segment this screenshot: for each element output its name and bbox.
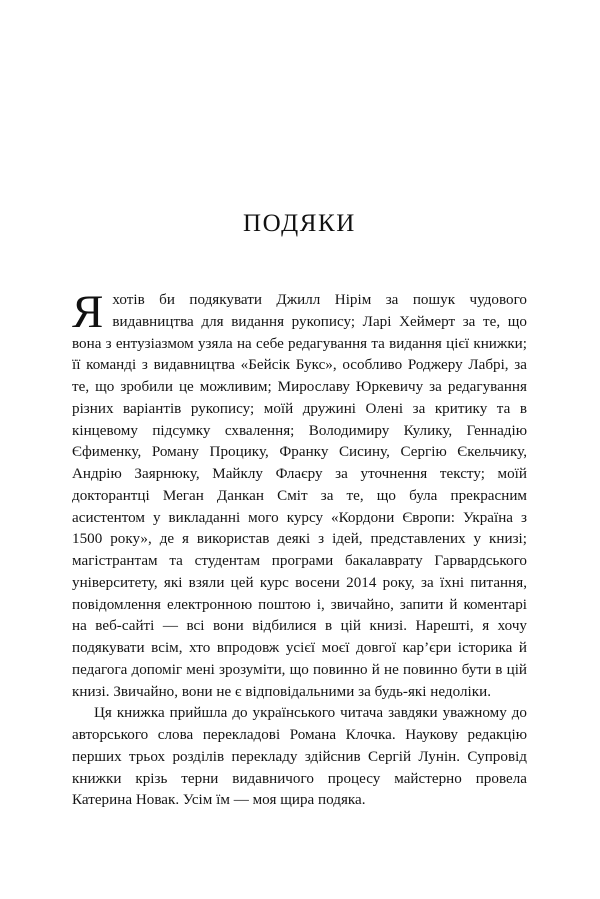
- acknowledgements-paragraph-2: Ця книжка прийшла до українського читача завдяки уважному до авторського слова перекладові Романа Клочка. Наукову редакцію перших трьох розділів перекладу здійснив Сергій Лунін. Супровід книжки крізь терни видавничого процесу майстерно провела Катерина Новак. Усім їм — моя щира подяка.: [72, 705, 527, 809]
- page-title: ПОДЯКИ: [243, 210, 356, 237]
- acknowledgements-paragraph-1: Яхотів би подякувати Джилл Нірім за пошук чудового видавництва для видання рукопису; Ларі Хеймерт за те, що вона з ентузіазмом узяла на себе редагування та видання цієї книжки; її команді з видавництва «Бейсік Букс», особливо Роджеру Лабрі, за те, що зробили це можливим; Мирославу Юркевичу за редагування різних варіантів рукопису; моїй дружині Олені за критику та в кінцевому підсумку схвалення; Володимиру Кулику, Геннадію Єфименку, Роману Процику, Франку Сисину, Сергію Єкельчику, Андрію Заярнюку, Майклу Флаєру за уточнення тексту; моїй докторантці Меган Данкан Сміт за те, що була прекрасним асистентом у викладанні мого курсу «Кордони Європи: Україна з 1500 року», де я використав деякі з ідей, представлених у книзі; магістрантам та студентам програми бакалаврату Гарвардського університету, які взяли цей курс восени 2014 року, за їхні питання, повідомлення електронною поштою і, звичайно, запити й коментарі на веб-сайті — всі вони відбилися в цій книзі. Нарешті, я хочу подякувати всім, хто впродовж усієї моєї довгої кар’єри історика й педагога допоміг мені зрозуміти, що повинно й не повинно бути в цій книзі. Звичайно, вони не є відповідальними за будь-які недоліки.: [72, 286, 527, 700]
- body-text-column: [72, 286, 527, 812]
